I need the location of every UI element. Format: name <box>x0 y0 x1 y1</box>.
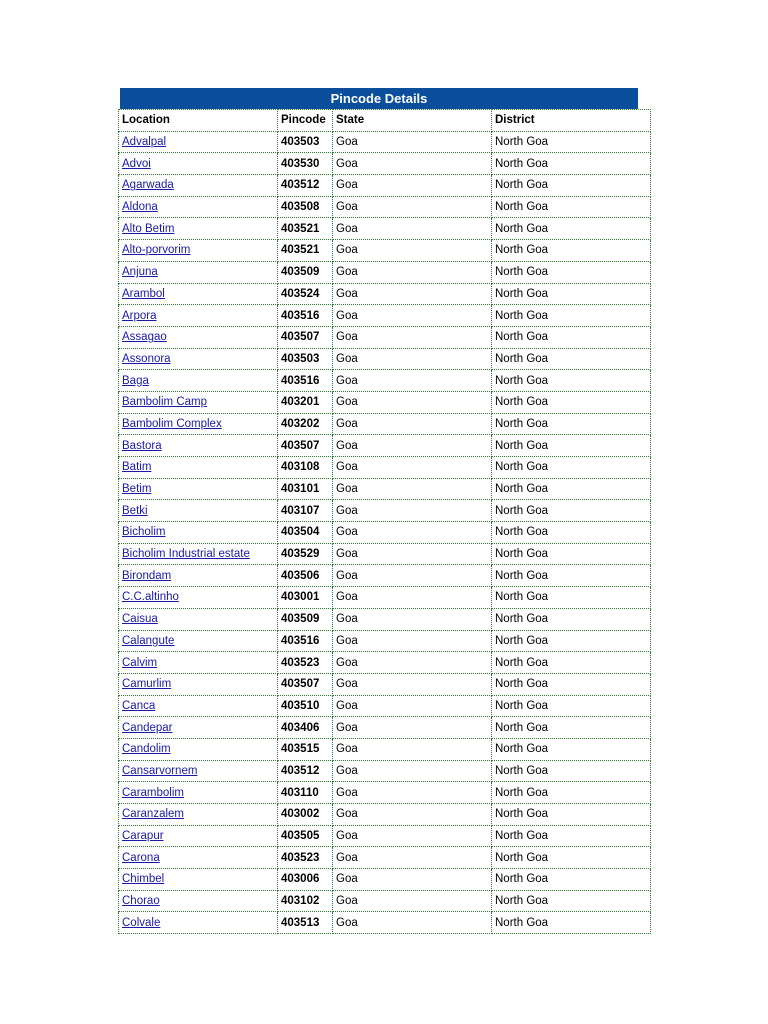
state-cell: Goa <box>333 153 492 175</box>
location-cell <box>119 543 278 565</box>
district-cell: North Goa <box>492 175 651 197</box>
location-cell <box>119 218 278 240</box>
district-cell: North Goa <box>492 890 651 912</box>
location-cell <box>119 717 278 739</box>
table-row <box>119 413 651 435</box>
district-cell: North Goa <box>492 196 651 218</box>
table-row <box>119 240 651 262</box>
table-row <box>119 500 651 522</box>
district-cell: North Goa <box>492 131 651 153</box>
table-row <box>119 825 651 847</box>
table-row <box>119 608 651 630</box>
state-cell: Goa <box>333 175 492 197</box>
state-cell: Goa <box>333 869 492 891</box>
state-cell: Goa <box>333 326 492 348</box>
table-row <box>119 869 651 891</box>
pincode-cell: 403110 <box>278 782 333 804</box>
location-cell <box>119 587 278 609</box>
location-cell <box>119 804 278 826</box>
location-cell <box>119 630 278 652</box>
pincode-cell: 403521 <box>278 240 333 262</box>
location-link[interactable]: Carapur <box>122 830 164 843</box>
pincode-cell: 403504 <box>278 522 333 544</box>
location-link[interactable]: C.C.altinho <box>122 591 179 604</box>
location-link[interactable]: Batim <box>122 461 152 474</box>
pincode-cell: 403515 <box>278 738 333 760</box>
header-location: Location <box>119 110 278 132</box>
district-cell: North Goa <box>492 240 651 262</box>
table-row <box>119 912 651 934</box>
location-cell <box>119 413 278 435</box>
location-link[interactable]: Carambolim <box>122 786 184 799</box>
pincode-cell: 403523 <box>278 847 333 869</box>
location-link[interactable]: Canca <box>122 699 156 712</box>
pincode-table <box>118 109 651 934</box>
district-cell: North Goa <box>492 435 651 457</box>
location-link[interactable]: Alto Betim <box>122 222 175 235</box>
location-cell <box>119 847 278 869</box>
location-link[interactable]: Chorao <box>122 895 160 908</box>
location-cell <box>119 283 278 305</box>
table-row <box>119 175 651 197</box>
district-cell: North Goa <box>492 587 651 609</box>
pincode-cell: 403516 <box>278 305 333 327</box>
district-cell: North Goa <box>492 283 651 305</box>
state-cell: Goa <box>333 695 492 717</box>
pincode-cell: 403510 <box>278 695 333 717</box>
state-cell: Goa <box>333 825 492 847</box>
location-link[interactable]: Candolim <box>122 743 171 756</box>
pincode-cell: 403201 <box>278 391 333 413</box>
location-link[interactable]: Calangute <box>122 634 175 647</box>
district-cell: North Goa <box>492 326 651 348</box>
location-link[interactable]: Colvale <box>122 916 161 929</box>
pincode-cell: 403523 <box>278 652 333 674</box>
location-cell <box>119 391 278 413</box>
header-district: District <box>492 110 651 132</box>
table-row <box>119 326 651 348</box>
location-link[interactable]: Advoi <box>122 157 151 170</box>
district-cell: North Goa <box>492 652 651 674</box>
district-cell: North Goa <box>492 695 651 717</box>
pincode-cell: 403503 <box>278 348 333 370</box>
location-link[interactable]: Candepar <box>122 721 173 734</box>
table-row <box>119 890 651 912</box>
district-cell: North Goa <box>492 153 651 175</box>
location-cell <box>119 890 278 912</box>
location-cell <box>119 738 278 760</box>
table-row <box>119 587 651 609</box>
location-link[interactable]: Arpora <box>122 309 157 322</box>
district-cell: North Goa <box>492 522 651 544</box>
location-link[interactable]: Assonora <box>122 352 171 365</box>
district-cell: North Goa <box>492 370 651 392</box>
state-cell: Goa <box>333 912 492 934</box>
location-cell <box>119 912 278 934</box>
district-cell: North Goa <box>492 413 651 435</box>
state-cell: Goa <box>333 630 492 652</box>
pincode-cell: 403512 <box>278 175 333 197</box>
location-link[interactable]: Chimbel <box>122 873 165 886</box>
location-cell <box>119 240 278 262</box>
state-cell: Goa <box>333 413 492 435</box>
district-cell: North Goa <box>492 457 651 479</box>
district-cell: North Goa <box>492 630 651 652</box>
pincode-cell: 403509 <box>278 261 333 283</box>
table-row <box>119 370 651 392</box>
pincode-cell: 403529 <box>278 543 333 565</box>
table-row <box>119 630 651 652</box>
state-cell: Goa <box>333 131 492 153</box>
location-link[interactable]: Birondam <box>122 569 172 582</box>
location-cell <box>119 673 278 695</box>
district-cell: North Goa <box>492 804 651 826</box>
location-link[interactable]: Bicholim <box>122 526 166 539</box>
pincode-cell: 403507 <box>278 326 333 348</box>
location-cell <box>119 175 278 197</box>
location-link[interactable]: Calvim <box>122 656 158 669</box>
pincode-cell: 403530 <box>278 153 333 175</box>
pincode-cell: 403524 <box>278 283 333 305</box>
pincode-cell: 403001 <box>278 587 333 609</box>
pincode-cell: 403507 <box>278 673 333 695</box>
state-cell: Goa <box>333 782 492 804</box>
pincode-cell: 403101 <box>278 478 333 500</box>
pincode-cell: 403108 <box>278 457 333 479</box>
table-row <box>119 478 651 500</box>
pincode-cell: 403506 <box>278 565 333 587</box>
location-link[interactable]: Caisua <box>122 613 158 626</box>
table-row <box>119 218 651 240</box>
location-link[interactable]: Bastora <box>122 439 162 452</box>
location-link[interactable]: Baga <box>122 374 149 387</box>
location-link[interactable]: Caranzalem <box>122 808 184 821</box>
table-row <box>119 847 651 869</box>
table-row <box>119 760 651 782</box>
location-cell <box>119 261 278 283</box>
location-link[interactable]: Advalpal <box>122 136 167 149</box>
state-cell: Goa <box>333 370 492 392</box>
state-cell: Goa <box>333 608 492 630</box>
district-cell: North Goa <box>492 305 651 327</box>
district-cell: North Goa <box>492 912 651 934</box>
table-row <box>119 391 651 413</box>
table-row <box>119 435 651 457</box>
state-cell: Goa <box>333 478 492 500</box>
header-pincode: Pincode <box>278 110 333 132</box>
pincode-cell: 403406 <box>278 717 333 739</box>
state-cell: Goa <box>333 348 492 370</box>
pincode-cell: 403516 <box>278 370 333 392</box>
location-link[interactable]: Bambolim Complex <box>122 417 222 430</box>
state-cell: Goa <box>333 587 492 609</box>
location-link[interactable]: Betim <box>122 483 152 496</box>
table-row <box>119 153 651 175</box>
location-cell <box>119 478 278 500</box>
location-cell <box>119 825 278 847</box>
pincode-cell: 403002 <box>278 804 333 826</box>
pincode-cell: 403508 <box>278 196 333 218</box>
location-cell <box>119 348 278 370</box>
state-cell: Goa <box>333 565 492 587</box>
header-row <box>119 110 651 132</box>
district-cell: North Goa <box>492 825 651 847</box>
state-cell: Goa <box>333 760 492 782</box>
location-link[interactable]: Camurlim <box>122 678 172 691</box>
state-cell: Goa <box>333 391 492 413</box>
district-cell: North Goa <box>492 261 651 283</box>
location-cell <box>119 196 278 218</box>
table-row <box>119 695 651 717</box>
state-cell: Goa <box>333 261 492 283</box>
district-cell: North Goa <box>492 608 651 630</box>
state-cell: Goa <box>333 218 492 240</box>
location-cell <box>119 565 278 587</box>
location-link[interactable]: Bicholim Industrial estate <box>122 548 250 561</box>
pincode-cell: 403513 <box>278 912 333 934</box>
district-cell: North Goa <box>492 673 651 695</box>
table-row <box>119 348 651 370</box>
state-cell: Goa <box>333 240 492 262</box>
pincode-cell: 403505 <box>278 825 333 847</box>
location-link[interactable]: Betki <box>122 504 148 517</box>
location-link[interactable]: Agarwada <box>122 179 174 192</box>
pincode-cell: 403503 <box>278 131 333 153</box>
location-link[interactable]: Bambolim Camp <box>122 396 207 409</box>
pincode-cell: 403516 <box>278 630 333 652</box>
table-row <box>119 804 651 826</box>
table-row <box>119 652 651 674</box>
state-cell: Goa <box>333 543 492 565</box>
state-cell: Goa <box>333 283 492 305</box>
pincode-cell: 403102 <box>278 890 333 912</box>
table-row <box>119 522 651 544</box>
location-cell <box>119 608 278 630</box>
pincode-cell: 403507 <box>278 435 333 457</box>
table-row <box>119 543 651 565</box>
location-cell <box>119 131 278 153</box>
state-cell: Goa <box>333 738 492 760</box>
state-cell: Goa <box>333 457 492 479</box>
table-row <box>119 196 651 218</box>
location-cell <box>119 760 278 782</box>
table-row <box>119 305 651 327</box>
district-cell: North Goa <box>492 717 651 739</box>
location-cell <box>119 782 278 804</box>
location-cell <box>119 500 278 522</box>
pincode-cell: 403509 <box>278 608 333 630</box>
district-cell: North Goa <box>492 782 651 804</box>
table-row <box>119 131 651 153</box>
state-cell: Goa <box>333 522 492 544</box>
district-cell: North Goa <box>492 218 651 240</box>
table-row <box>119 565 651 587</box>
location-cell <box>119 326 278 348</box>
location-link[interactable]: Carona <box>122 851 160 864</box>
table-row <box>119 283 651 305</box>
state-cell: Goa <box>333 500 492 522</box>
state-cell: Goa <box>333 652 492 674</box>
table-row <box>119 261 651 283</box>
state-cell: Goa <box>333 196 492 218</box>
district-cell: North Goa <box>492 869 651 891</box>
district-cell: North Goa <box>492 478 651 500</box>
district-cell: North Goa <box>492 738 651 760</box>
location-link[interactable]: Arambol <box>122 287 165 300</box>
state-cell: Goa <box>333 673 492 695</box>
pincode-cell: 403512 <box>278 760 333 782</box>
table-row <box>119 457 651 479</box>
district-cell: North Goa <box>492 543 651 565</box>
location-cell <box>119 305 278 327</box>
state-cell: Goa <box>333 435 492 457</box>
state-cell: Goa <box>333 890 492 912</box>
location-link[interactable]: Anjuna <box>122 266 158 279</box>
pincode-cell: 403107 <box>278 500 333 522</box>
district-cell: North Goa <box>492 348 651 370</box>
table-row <box>119 673 651 695</box>
table-title: Pincode Details <box>120 88 638 109</box>
location-cell <box>119 522 278 544</box>
table-row <box>119 782 651 804</box>
location-cell <box>119 652 278 674</box>
district-cell: North Goa <box>492 760 651 782</box>
location-cell <box>119 695 278 717</box>
district-cell: North Goa <box>492 847 651 869</box>
state-cell: Goa <box>333 804 492 826</box>
district-cell: North Goa <box>492 391 651 413</box>
location-cell <box>119 457 278 479</box>
location-cell <box>119 435 278 457</box>
header-state: State <box>333 110 492 132</box>
location-link[interactable]: Cansarvornem <box>122 764 198 777</box>
location-cell <box>119 370 278 392</box>
district-cell: North Goa <box>492 500 651 522</box>
location-link[interactable]: Aldona <box>122 201 158 214</box>
location-cell <box>119 153 278 175</box>
table-row <box>119 717 651 739</box>
table-row <box>119 738 651 760</box>
state-cell: Goa <box>333 847 492 869</box>
location-cell <box>119 869 278 891</box>
pincode-cell: 403521 <box>278 218 333 240</box>
pincode-cell: 403006 <box>278 869 333 891</box>
state-cell: Goa <box>333 717 492 739</box>
location-link[interactable]: Alto-porvorim <box>122 244 191 257</box>
pincode-cell: 403202 <box>278 413 333 435</box>
state-cell: Goa <box>333 305 492 327</box>
location-link[interactable]: Assagao <box>122 331 167 344</box>
district-cell: North Goa <box>492 565 651 587</box>
